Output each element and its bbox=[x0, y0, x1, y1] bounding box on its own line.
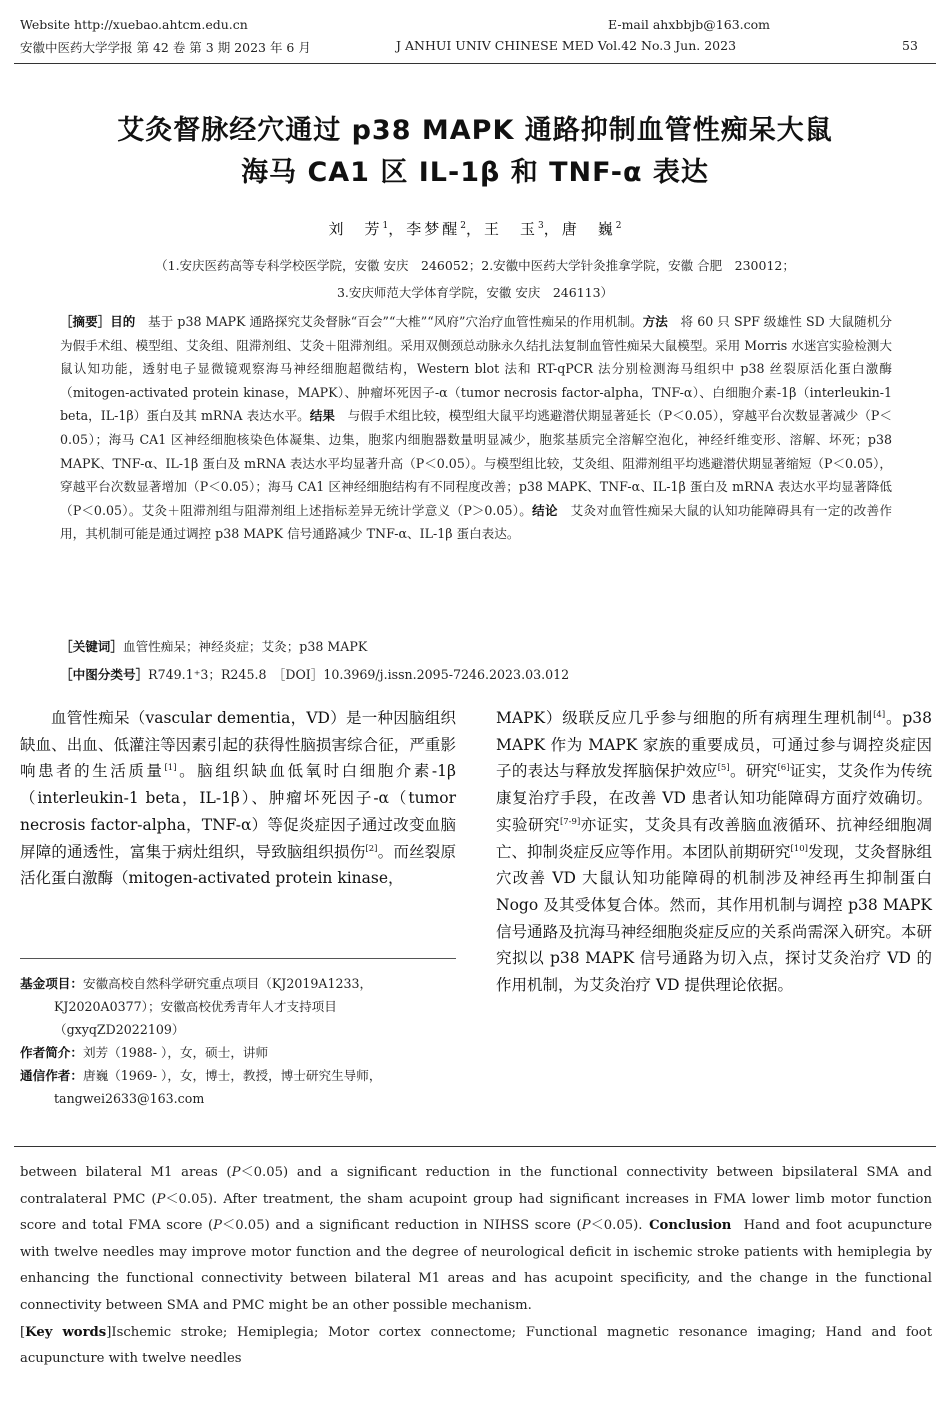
author-separator: ， bbox=[543, 220, 562, 238]
body-paragraph-text: 。而丝裂原活化蛋白激酶（mitogen-activated protein kinase， bbox=[20, 842, 456, 888]
body-right-column bbox=[496, 705, 932, 999]
english-text: ＜0.05). bbox=[590, 1218, 643, 1234]
citation-ref-5[interactable]: [5] bbox=[717, 763, 730, 774]
abstract bbox=[60, 310, 892, 546]
author-affiliation-mark: 1 bbox=[382, 221, 389, 231]
english-text: ＜0.05) and a significant reduction in the functional connectivity between bipsilateral SMA and contralateral PMC ( bbox=[20, 1165, 932, 1207]
citation-ref-1[interactable]: [1] bbox=[164, 763, 177, 774]
p-symbol: P bbox=[581, 1218, 591, 1234]
journal-email: E-mail ahxbbjb@163.com bbox=[608, 17, 770, 32]
author-bio-text: 刘芳（1988- ），女，硕士，讲师 bbox=[82, 1045, 269, 1060]
body-paragraph-text: 。研究 bbox=[729, 762, 778, 781]
keywords bbox=[60, 636, 892, 655]
english-conclusion-label: Conclusion bbox=[649, 1218, 732, 1234]
body-paragraph-text: 。p38 MAPK 作为 MAPK 家族的重要成员，可通过参与调控炎症因子的表达与释放发挥脑保护效应 bbox=[496, 709, 933, 781]
header-rule bbox=[14, 63, 936, 64]
keywords-label: ［关键词］ bbox=[60, 639, 123, 654]
fund-text-continued: KJ2020A0377）；安徽高校优秀青年人才支持项目 bbox=[54, 999, 337, 1014]
results-text: 与假手术组比较，模型组大鼠平均逃避潜伏期显著延长（P＜0.05），穿越平台次数显著减少（P＜0.05）；海马 CA1 区神经细胞核染色体凝集、边集，胞浆内细胞器数量明显减少，胞浆基质完全溶解空泡化，神经纤维变形、溶解、坏死；p38 MAPK、TNF-α、IL-1β 蛋白及 mRNA 表达水平均显著升高（P＜0.05）。与模型组比较，艾灸组、阻滞剂组平均逃避潜伏期显著缩短（P＜0.05），穿越平台次数显著增加（P＜0.05）；海马 CA1 区神经细胞结构有不同程度改善；p38 MAPK、TNF-α、IL-1β 蛋白及 mRNA 表达水平均显著降低（P＜0.05）。艾灸＋阻滞剂组与阻滞剂组上述指标差异无统计学意义（P＞0.05）。 bbox=[60, 408, 892, 518]
objective-label: 目的 bbox=[110, 314, 136, 329]
body-left-column bbox=[20, 705, 456, 892]
author-affiliation-mark: 2 bbox=[615, 221, 622, 231]
corresponding-author-label: 通信作者： bbox=[20, 1068, 83, 1083]
affiliations-line-1: （1.安庆医药高等专科学校医学院，安徽 安庆 246052；2.安徽中医药大学针灸推拿学院，安徽 合肥 230012； bbox=[155, 258, 795, 273]
citation-ref-6[interactable]: [6] bbox=[777, 763, 790, 774]
citation-ref-4[interactable]: [4] bbox=[873, 709, 886, 720]
author-name: 唐 巍 bbox=[561, 220, 616, 238]
keywords-text: 血管性痴呆；神经炎症；艾灸；p38 MAPK bbox=[122, 639, 368, 654]
body-paragraph-text: 亦证实，艾灸具有改善脑血液循环、抗神经细胞凋亡、抑制炎症反应等作用。本团队前期研究 bbox=[496, 815, 932, 861]
english-keywords bbox=[20, 1320, 932, 1373]
footnote-rule bbox=[20, 958, 456, 959]
english-text: ＜0.05). After treatment, the sham acupoint group had significant increases in FMA lower limb motor function score and total FMA score ( bbox=[20, 1191, 932, 1234]
body-paragraph-text: 。脑组织缺血低氧时白细胞介素-1β（interleukin-1 beta，IL-1β）、肿瘤坏死因子-α（tumor necrosis factor-alpha，TNF-α）等促炎症因子通过改变血脑屏障的通透性，富集于病灶组织，导致脑组织损伤 bbox=[20, 762, 456, 861]
objective-text: 基于 p38 MAPK 通路探究艾灸督脉“百会”“大椎”“风府”穴治疗血管性痴呆的作用机制。 bbox=[147, 314, 643, 329]
body-paragraph-text: 发现，艾灸督脉组穴改善 VD 大鼠认知功能障碍的机制涉及神经再生抑制蛋白 Nogo 及其受体复合体。然而，其作用机制与调控 p38 MAPK 信号通路及抗海马神经细胞炎症反应的关系尚需深入研究。本研究拟以 p38 MAPK 信号通路为切入点，探讨艾灸治疗 VD 的作用机制，为艾灸治疗 VD 提供理论依据。 bbox=[496, 842, 932, 995]
methods-text: 将 60 只 SPF 级雄性 SD 大鼠随机分为假手术组、模型组、艾灸组、阻滞剂组、艾灸＋阻滞剂组。采用双侧颈总动脉永久结扎法复制血管性痴呆大鼠模型。采用 Morris 水迷宫实验检测大鼠认知功能，透射电子显微镜观察海马神经细胞超微结构，Western blot 法和 RT-qPCR 法分别检测海马组织中 p38 丝裂原活化蛋白激酶（mitogen-activated protein kinase，MAPK）、肿瘤坏死因子-α（tumor necrosis factor-alpha，TNF-α）、白细胞介素-1β（interleukin-1 beta，IL-1β）蛋白及其 mRNA 表达水平。 bbox=[60, 314, 892, 424]
body-paragraph-text: 血管性痴呆（vascular dementia，VD）是一种因脑组织缺血、出血、低灌注等因素引起的获得性脑损害综合征，严重影响患者的生活质量 bbox=[20, 709, 456, 781]
section-divider bbox=[14, 1146, 936, 1147]
body-paragraph-text: 证实，艾灸作为传统康复治疗手段，在改善 VD 患者认知功能障碍方面疗效确切。实验研究 bbox=[496, 762, 932, 834]
english-conclusion-text: Hand and foot acupuncture with twelve needles may improve motor function and the degree of neurological deficit in ischemic stroke patients with hemiplegia by enhancing the functional connectivity between bilateral M1 areas and has acupoint specificity, and the change in the functional connectivity between SMA and PMC might be an other possible mechanism. bbox=[20, 1218, 933, 1313]
author-separator: ， bbox=[465, 220, 484, 238]
english-keywords-label: Key words bbox=[25, 1324, 107, 1340]
conclusion-label: 结论 bbox=[532, 502, 558, 518]
classification-text: R749.1⁺3；R245.8 ［DOI］10.3969/j.issn.2095-7246.2023.03.012 bbox=[148, 667, 570, 682]
journal-citation-en: J ANHUI UNIV CHINESE MED Vol.42 No.3 Jun. 2023 bbox=[396, 38, 737, 53]
english-text: ＜0.05) and a significant reduction in NIHSS score ( bbox=[222, 1218, 582, 1234]
affiliations-line-2: 3.安庆师范大学体育学院，安徽 安庆 246113） bbox=[336, 285, 614, 300]
fund-label: 基金项目： bbox=[20, 976, 83, 991]
classification-label: ［中图分类号］ bbox=[60, 667, 149, 682]
author-name: 王 玉 bbox=[484, 220, 539, 238]
corresponding-author-email[interactable]: tangwei2633@163.com bbox=[54, 1091, 205, 1106]
kw-bracket-close: ] bbox=[106, 1324, 112, 1340]
conclusion-text: 艾灸对血管性痴呆大鼠的认知功能障碍具有一定的改善作用，其机制可能是通过调控 p38 MAPK 信号通路减少 TNF-α、IL-1β 蛋白表达。 bbox=[60, 502, 892, 542]
author-affiliation-mark: 2 bbox=[460, 221, 466, 231]
journal-citation-cn: 安徽中医药大学学报 第 42 卷 第 3 期 2023 年 6 月 bbox=[20, 40, 311, 55]
classification bbox=[60, 664, 892, 683]
article-title-line-2: 海马 CA1 区 IL-1β 和 TNF-α 表达 bbox=[241, 157, 709, 188]
fund-text: 安徽高校自然科学研究重点项目（KJ2019A1233， bbox=[82, 976, 373, 991]
corresponding-author-text: 唐巍（1969- ），女，博士，教授，博士研究生导师， bbox=[82, 1068, 382, 1083]
body-paragraph-text: MAPK）级联反应几乎参与细胞的所有病理生理机制 bbox=[496, 709, 874, 727]
footnotes bbox=[20, 972, 456, 1110]
p-symbol: P bbox=[213, 1218, 223, 1234]
p-symbol: P bbox=[156, 1191, 166, 1207]
author-affiliation-mark: 3 bbox=[538, 221, 544, 231]
citation-ref-2[interactable]: [2] bbox=[365, 843, 378, 854]
results-label: 结果 bbox=[309, 408, 335, 424]
english-keywords-text: Ischemic stroke; Hemiplegia; Motor cortex connectome; Functional magnetic resonance imaging; Hand and foot acupuncture with twelve needles bbox=[20, 1324, 933, 1367]
abstract-tag: ［摘要］ bbox=[60, 314, 111, 329]
author-name: 李梦醒 bbox=[406, 220, 461, 238]
methods-label: 方法 bbox=[642, 314, 668, 329]
author-separator: ， bbox=[388, 220, 407, 238]
author-name: 刘 芳 bbox=[328, 220, 383, 238]
author-list bbox=[0, 218, 950, 239]
journal-website: Website http://xuebao.ahtcm.edu.cn bbox=[20, 17, 248, 32]
citation-ref-7-9[interactable]: [7-9] bbox=[559, 816, 581, 827]
page-number: 53 bbox=[902, 38, 918, 53]
citation-ref-10[interactable]: [10] bbox=[790, 843, 808, 854]
kw-bracket-open: [ bbox=[20, 1324, 26, 1340]
author-bio-label: 作者简介： bbox=[20, 1045, 83, 1060]
english-text: between bilateral M1 areas ( bbox=[20, 1165, 232, 1180]
english-abstract-fragment bbox=[20, 1160, 932, 1373]
article-title-line-1: 艾灸督脉经穴通过 p38 MAPK 通路抑制血管性痴呆大鼠 bbox=[117, 115, 833, 146]
p-symbol: P bbox=[231, 1165, 241, 1180]
fund-text-continued: （gxyqZD2022109） bbox=[54, 1022, 185, 1037]
